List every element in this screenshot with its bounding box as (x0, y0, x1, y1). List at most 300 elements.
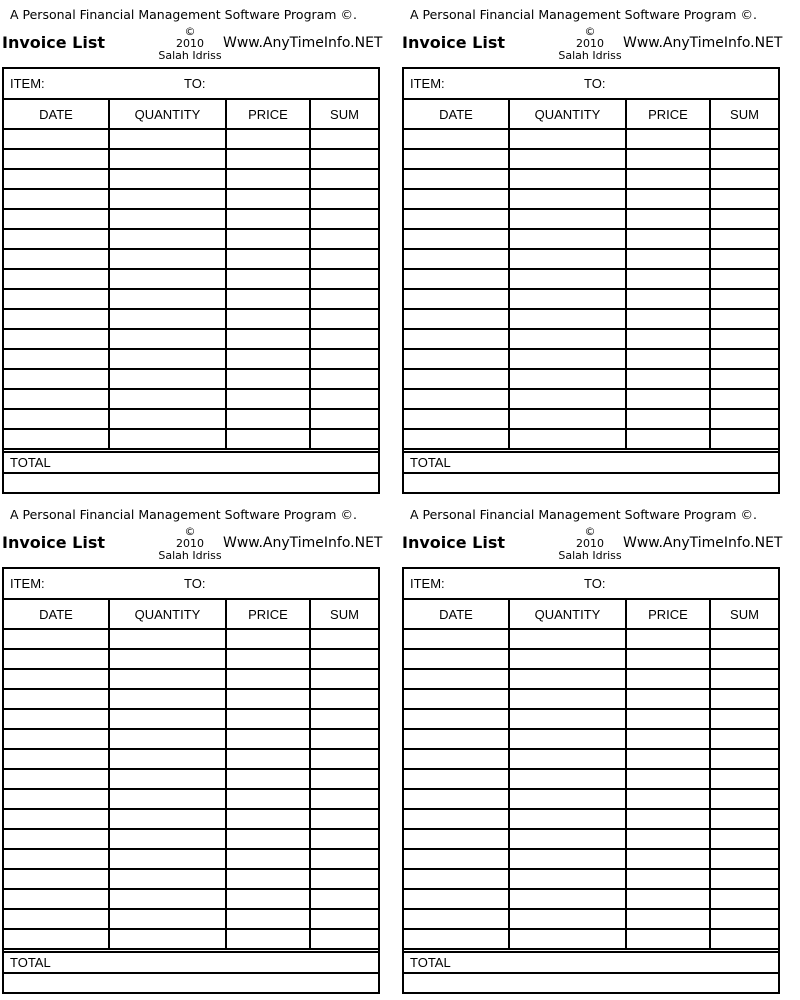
table-cell[interactable] (626, 709, 710, 729)
table-cell[interactable] (626, 309, 710, 329)
table-cell[interactable] (109, 229, 226, 249)
table-cell[interactable] (4, 809, 109, 829)
table-row (404, 829, 778, 849)
table-cell[interactable] (509, 869, 626, 889)
table-cell[interactable] (109, 929, 226, 949)
column-header: QUANTITY (109, 600, 226, 629)
table-row (404, 269, 778, 289)
table-cell[interactable] (710, 369, 778, 389)
table-row (404, 649, 778, 669)
table-cell[interactable] (109, 629, 226, 649)
table-cell[interactable] (226, 689, 310, 709)
table-cell[interactable] (404, 409, 509, 429)
table-cell[interactable] (226, 649, 310, 669)
table-cell[interactable] (404, 709, 509, 729)
item-label: ITEM: (10, 76, 45, 91)
table-cell[interactable] (626, 829, 710, 849)
table-cell[interactable] (4, 829, 109, 849)
table-cell[interactable] (109, 649, 226, 669)
table-cell[interactable] (109, 329, 226, 349)
table-cell[interactable] (626, 889, 710, 909)
table-cell[interactable] (109, 829, 226, 849)
table-header-row (4, 600, 378, 629)
table-cell[interactable] (4, 389, 109, 409)
table-cell[interactable] (310, 629, 378, 649)
table-cell[interactable] (404, 389, 509, 409)
item-to-row[interactable] (404, 569, 778, 600)
table-cell[interactable] (4, 769, 109, 789)
item-to-row[interactable] (404, 69, 778, 100)
table-cell[interactable] (109, 849, 226, 869)
table-cell[interactable] (4, 789, 109, 809)
table-cell[interactable] (710, 229, 778, 249)
table-cell[interactable] (626, 649, 710, 669)
table-cell[interactable] (509, 649, 626, 669)
invoice-title: Invoice List (402, 533, 506, 552)
table-cell[interactable] (310, 709, 378, 729)
item-label: ITEM: (410, 76, 445, 91)
table-row (4, 369, 378, 389)
table-cell[interactable] (4, 349, 109, 369)
table-cell[interactable] (404, 849, 509, 869)
table-cell[interactable] (404, 269, 509, 289)
table-cell[interactable] (710, 149, 778, 169)
table-cell[interactable] (710, 409, 778, 429)
table-cell[interactable] (226, 769, 310, 789)
table-cell[interactable] (404, 629, 509, 649)
table-cell[interactable] (509, 769, 626, 789)
table-cell[interactable] (404, 209, 509, 229)
table-cell[interactable] (226, 409, 310, 429)
table-cell[interactable] (226, 229, 310, 249)
table-cell[interactable] (109, 709, 226, 729)
table-cell[interactable] (310, 909, 378, 929)
table-cell[interactable] (4, 669, 109, 689)
table-row (4, 249, 378, 269)
table-cell[interactable] (310, 129, 378, 149)
table-cell[interactable] (109, 669, 226, 689)
website-url: Www.AnyTimeInfo.NET (623, 535, 783, 551)
table-cell[interactable] (710, 329, 778, 349)
table-cell[interactable] (226, 329, 310, 349)
table-cell[interactable] (509, 309, 626, 329)
table-cell[interactable] (226, 909, 310, 929)
table-cell[interactable] (710, 429, 778, 449)
table-cell[interactable] (310, 729, 378, 749)
table-cell[interactable] (310, 669, 378, 689)
table-cell[interactable] (310, 429, 378, 449)
table-row (404, 229, 778, 249)
table-cell[interactable] (226, 789, 310, 809)
table-cell[interactable] (109, 189, 226, 209)
table-cell[interactable] (4, 289, 109, 309)
table-cell[interactable] (710, 849, 778, 869)
table-cell[interactable] (626, 149, 710, 169)
table-cell[interactable] (404, 229, 509, 249)
table-cell[interactable] (710, 729, 778, 749)
table-cell[interactable] (4, 729, 109, 749)
table-cell[interactable] (4, 629, 109, 649)
invoice-table (4, 600, 378, 950)
table-cell[interactable] (404, 669, 509, 689)
table-cell[interactable] (4, 869, 109, 889)
invoice-title: Invoice List (2, 533, 106, 552)
table-cell[interactable] (626, 269, 710, 289)
table-cell[interactable] (710, 629, 778, 649)
table-cell[interactable] (404, 909, 509, 929)
table-cell[interactable] (109, 309, 226, 329)
column-header: DATE (4, 100, 109, 129)
table-cell[interactable] (626, 729, 710, 749)
table-row (4, 869, 378, 889)
table-row (404, 669, 778, 689)
table-cell[interactable] (109, 209, 226, 229)
table-cell[interactable] (226, 129, 310, 149)
table-cell[interactable] (626, 789, 710, 809)
table-cell[interactable] (404, 929, 509, 949)
item-to-row[interactable] (4, 569, 378, 600)
table-cell[interactable] (509, 189, 626, 209)
table-cell[interactable] (404, 189, 509, 209)
table-cell[interactable] (4, 229, 109, 249)
table-cell[interactable] (710, 689, 778, 709)
table-cell[interactable] (626, 249, 710, 269)
table-cell[interactable] (710, 669, 778, 689)
table-row (404, 629, 778, 649)
table-cell[interactable] (509, 409, 626, 429)
table-cell[interactable] (310, 769, 378, 789)
table-cell[interactable] (310, 369, 378, 389)
table-cell[interactable] (404, 749, 509, 769)
table-cell[interactable] (226, 209, 310, 229)
table-cell[interactable] (626, 629, 710, 649)
table-cell[interactable] (109, 369, 226, 389)
table-row (404, 869, 778, 889)
table-cell[interactable] (509, 909, 626, 929)
table-cell[interactable] (109, 129, 226, 149)
table-cell[interactable] (109, 149, 226, 169)
table-row (404, 729, 778, 749)
table-row (404, 409, 778, 429)
table-cell[interactable] (310, 309, 378, 329)
table-cell[interactable] (710, 129, 778, 149)
table-cell[interactable] (404, 769, 509, 789)
table-cell[interactable] (626, 349, 710, 369)
column-header: DATE (404, 100, 509, 129)
table-cell[interactable] (710, 209, 778, 229)
table-cell[interactable] (4, 189, 109, 209)
table-cell[interactable] (310, 929, 378, 949)
table-cell[interactable] (310, 249, 378, 269)
table-cell[interactable] (4, 369, 109, 389)
table-cell[interactable] (626, 209, 710, 229)
table-cell[interactable] (710, 889, 778, 909)
table-cell[interactable] (404, 309, 509, 329)
table-cell[interactable] (710, 789, 778, 809)
table-cell[interactable] (226, 869, 310, 889)
table-cell[interactable] (710, 929, 778, 949)
table-cell[interactable] (109, 289, 226, 309)
table-cell[interactable] (109, 809, 226, 829)
table-cell[interactable] (109, 389, 226, 409)
table-cell[interactable] (710, 349, 778, 369)
table-cell[interactable] (4, 409, 109, 429)
table-cell[interactable] (710, 649, 778, 669)
table-cell[interactable] (626, 329, 710, 349)
table-header-row (4, 100, 378, 129)
table-cell[interactable] (226, 289, 310, 309)
table-cell[interactable] (626, 929, 710, 949)
table-cell[interactable] (509, 389, 626, 409)
table-cell[interactable] (4, 709, 109, 729)
table-cell[interactable] (626, 849, 710, 869)
table-cell[interactable] (4, 269, 109, 289)
invoice-form (2, 67, 380, 494)
table-cell[interactable] (509, 229, 626, 249)
table-cell[interactable] (226, 829, 310, 849)
table-row (404, 889, 778, 909)
table-cell[interactable] (4, 849, 109, 869)
table-cell[interactable] (710, 189, 778, 209)
table-cell[interactable] (310, 869, 378, 889)
table-cell[interactable] (226, 189, 310, 209)
table-cell[interactable] (109, 269, 226, 289)
table-cell[interactable] (509, 289, 626, 309)
table-cell[interactable] (509, 369, 626, 389)
table-cell[interactable] (310, 849, 378, 869)
total-row[interactable] (404, 451, 778, 474)
invoice-sheet (0, 500, 390, 994)
table-cell[interactable] (109, 869, 226, 889)
table-cell[interactable] (310, 269, 378, 289)
table-cell[interactable] (310, 329, 378, 349)
table-cell[interactable] (310, 389, 378, 409)
table-cell[interactable] (4, 329, 109, 349)
table-cell[interactable] (509, 889, 626, 909)
table-cell[interactable] (310, 289, 378, 309)
table-cell[interactable] (404, 689, 509, 709)
table-cell[interactable] (109, 349, 226, 369)
table-cell[interactable] (626, 169, 710, 189)
table-cell[interactable] (509, 709, 626, 729)
table-cell[interactable] (626, 369, 710, 389)
table-cell[interactable] (710, 309, 778, 329)
table-cell[interactable] (509, 149, 626, 169)
table-cell[interactable] (626, 429, 710, 449)
table-cell[interactable] (4, 129, 109, 149)
table-cell[interactable] (4, 209, 109, 229)
table-cell[interactable] (626, 669, 710, 689)
total-row[interactable] (4, 451, 378, 474)
table-cell[interactable] (404, 429, 509, 449)
total-row[interactable] (4, 951, 378, 974)
table-cell[interactable] (226, 849, 310, 869)
table-cell[interactable] (509, 929, 626, 949)
total-row[interactable] (404, 951, 778, 974)
table-cell[interactable] (710, 289, 778, 309)
table-cell[interactable] (509, 809, 626, 829)
table-cell[interactable] (310, 689, 378, 709)
table-cell[interactable] (109, 909, 226, 929)
tagline: A Personal Financial Management Software Program ©. (410, 7, 757, 22)
table-cell[interactable] (626, 229, 710, 249)
table-cell[interactable] (509, 349, 626, 369)
table-cell[interactable] (626, 129, 710, 149)
table-cell[interactable] (509, 689, 626, 709)
table-cell[interactable] (509, 169, 626, 189)
table-cell[interactable] (109, 749, 226, 769)
table-cell[interactable] (509, 749, 626, 769)
table-cell[interactable] (310, 169, 378, 189)
column-header: PRICE (626, 600, 710, 629)
table-cell[interactable] (404, 649, 509, 669)
table-cell[interactable] (404, 789, 509, 809)
table-row (4, 909, 378, 929)
table-cell[interactable] (226, 749, 310, 769)
table-cell[interactable] (404, 369, 509, 389)
table-cell[interactable] (4, 929, 109, 949)
table-cell[interactable] (404, 129, 509, 149)
table-cell[interactable] (710, 709, 778, 729)
table-cell[interactable] (310, 409, 378, 429)
table-cell[interactable] (626, 389, 710, 409)
table-cell[interactable] (710, 809, 778, 829)
table-cell[interactable] (509, 129, 626, 149)
table-cell[interactable] (226, 629, 310, 649)
table-cell[interactable] (109, 249, 226, 269)
table-cell[interactable] (310, 749, 378, 769)
table-cell[interactable] (626, 189, 710, 209)
table-cell[interactable] (4, 149, 109, 169)
table-cell[interactable] (509, 429, 626, 449)
table-cell[interactable] (226, 349, 310, 369)
table-cell[interactable] (4, 689, 109, 709)
table-cell[interactable] (310, 889, 378, 909)
table-cell[interactable] (226, 369, 310, 389)
invoice-sheet (400, 0, 790, 494)
table-cell[interactable] (710, 169, 778, 189)
table-cell[interactable] (4, 909, 109, 929)
table-cell[interactable] (4, 889, 109, 909)
table-cell[interactable] (626, 409, 710, 429)
table-cell[interactable] (310, 229, 378, 249)
table-cell[interactable] (310, 349, 378, 369)
table-cell[interactable] (404, 889, 509, 909)
table-cell[interactable] (109, 409, 226, 429)
table-cell[interactable] (4, 429, 109, 449)
table-cell[interactable] (226, 729, 310, 749)
table-cell[interactable] (226, 929, 310, 949)
table-cell[interactable] (626, 869, 710, 889)
table-cell[interactable] (226, 669, 310, 689)
table-cell[interactable] (226, 429, 310, 449)
table-cell[interactable] (226, 269, 310, 289)
table-cell[interactable] (509, 249, 626, 269)
table-cell[interactable] (710, 829, 778, 849)
table-row (404, 209, 778, 229)
table-cell[interactable] (310, 829, 378, 849)
website-url: Www.AnyTimeInfo.NET (623, 35, 783, 51)
table-cell[interactable] (310, 789, 378, 809)
table-cell[interactable] (626, 809, 710, 829)
table-cell[interactable] (710, 909, 778, 929)
table-cell[interactable] (404, 869, 509, 889)
table-cell[interactable] (310, 149, 378, 169)
table-cell[interactable] (404, 349, 509, 369)
table-cell[interactable] (509, 269, 626, 289)
table-cell[interactable] (710, 269, 778, 289)
table-cell[interactable] (404, 809, 509, 829)
table-cell[interactable] (404, 169, 509, 189)
table-cell[interactable] (226, 249, 310, 269)
table-cell[interactable] (109, 169, 226, 189)
table-cell[interactable] (710, 249, 778, 269)
table-cell[interactable] (509, 629, 626, 649)
table-cell[interactable] (626, 909, 710, 929)
table-cell[interactable] (310, 649, 378, 669)
table-row (4, 809, 378, 829)
table-cell[interactable] (626, 749, 710, 769)
table-cell[interactable] (509, 329, 626, 349)
table-cell[interactable] (509, 789, 626, 809)
table-cell[interactable] (109, 429, 226, 449)
table-cell[interactable] (310, 809, 378, 829)
table-row (4, 709, 378, 729)
table-cell[interactable] (4, 169, 109, 189)
table-cell[interactable] (109, 889, 226, 909)
table-row (4, 689, 378, 709)
table-cell[interactable] (404, 249, 509, 269)
table-cell[interactable] (509, 669, 626, 689)
table-cell[interactable] (226, 809, 310, 829)
table-cell[interactable] (226, 169, 310, 189)
table-cell[interactable] (4, 749, 109, 769)
table-cell[interactable] (509, 209, 626, 229)
table-cell[interactable] (109, 769, 226, 789)
table-cell[interactable] (710, 769, 778, 789)
table-cell[interactable] (226, 309, 310, 329)
table-cell[interactable] (710, 869, 778, 889)
table-cell[interactable] (4, 249, 109, 269)
table-cell[interactable] (710, 389, 778, 409)
table-cell[interactable] (404, 729, 509, 749)
table-cell[interactable] (109, 689, 226, 709)
table-cell[interactable] (226, 149, 310, 169)
table-cell[interactable] (226, 889, 310, 909)
table-cell[interactable] (404, 149, 509, 169)
table-cell[interactable] (404, 829, 509, 849)
table-cell[interactable] (626, 769, 710, 789)
table-cell[interactable] (710, 749, 778, 769)
table-cell[interactable] (310, 189, 378, 209)
table-cell[interactable] (310, 209, 378, 229)
table-cell[interactable] (509, 829, 626, 849)
table-cell[interactable] (109, 789, 226, 809)
table-cell[interactable] (226, 389, 310, 409)
table-cell[interactable] (509, 849, 626, 869)
table-cell[interactable] (226, 709, 310, 729)
table-cell[interactable] (626, 289, 710, 309)
author-name: Salah Idriss (558, 549, 622, 562)
table-cell[interactable] (404, 289, 509, 309)
table-cell[interactable] (109, 729, 226, 749)
table-cell[interactable] (509, 729, 626, 749)
table-cell[interactable] (4, 649, 109, 669)
table-cell[interactable] (4, 309, 109, 329)
item-to-row[interactable] (4, 69, 378, 100)
table-cell[interactable] (626, 689, 710, 709)
table-cell[interactable] (404, 329, 509, 349)
